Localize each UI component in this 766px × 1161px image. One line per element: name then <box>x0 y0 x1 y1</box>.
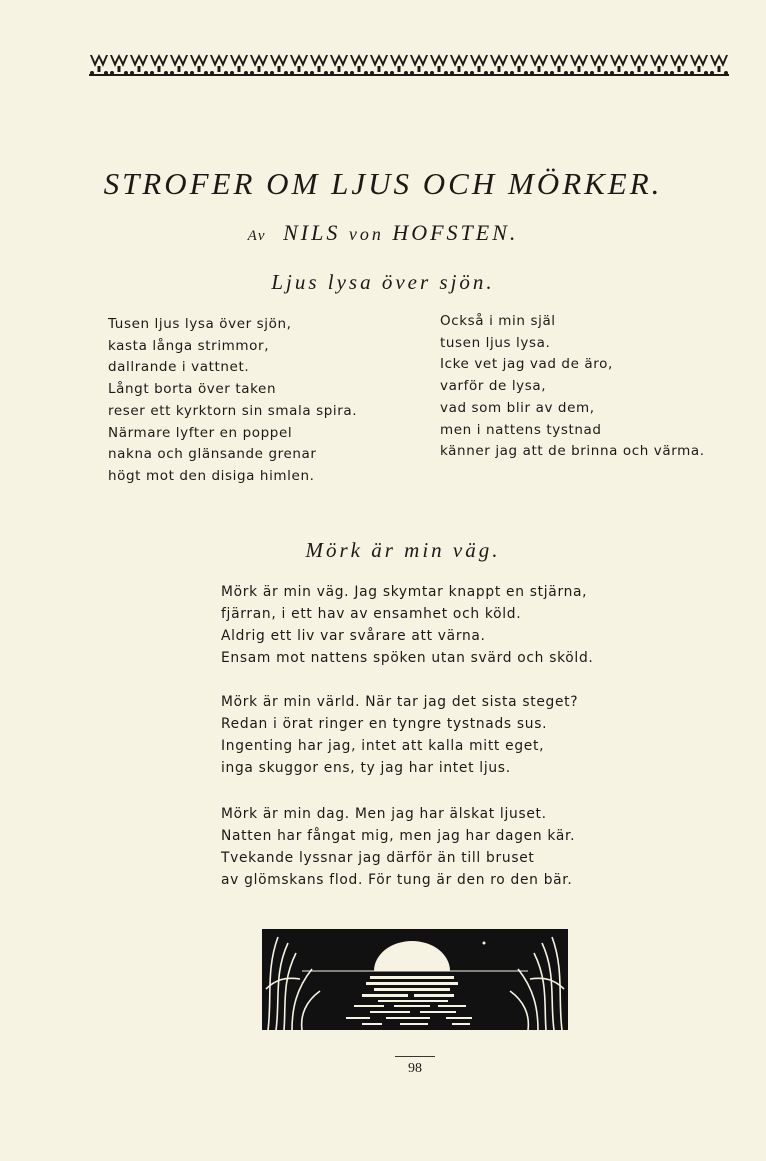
verse-line: Också i min själ <box>440 313 556 329</box>
verse-line: dallrande i vattnet. <box>108 359 250 376</box>
verse-line: högt mot den disiga himlen. <box>108 467 315 484</box>
verse-line: Mörk är min väg. Jag skymtar knappt en stjärna, <box>221 584 588 600</box>
verse-line: Närmare lyfter en poppel <box>108 424 293 441</box>
verse-line: tusen ljus lysa. <box>440 334 551 351</box>
verse-line: varför de lysa, <box>440 378 547 395</box>
verse-line: vad som blir av dem, <box>440 399 595 416</box>
verse-line: Icke vet jag vad de äro, <box>440 356 613 373</box>
verse-line: Mörk är min värld. När tar jag det sista steget? <box>221 694 579 710</box>
verse-line: känner jag att de brinna och värma. <box>440 443 705 460</box>
ornamental-border <box>89 53 729 77</box>
verse-line: Ingenting har jag, intet att kalla mitt eget, <box>221 738 545 754</box>
verse-line: Tusen ljus lysa över sjön, <box>108 316 292 332</box>
poem2-heading: Mörk är min väg. <box>305 538 501 562</box>
verse-line: Natten har fångat mig, men jag har dagen kär. <box>221 828 576 844</box>
verse-line: Ensam mot nattens spöken utan svärd och sköld. <box>221 650 594 666</box>
author-last-name: HOFSTEN. <box>392 220 519 245</box>
poem1-right-column <box>440 311 705 463</box>
verse-line: nakna och glänsande grenar <box>108 446 317 463</box>
author-byline <box>0 220 766 246</box>
verse-line: Redan i örat ringer en tyngre tystnads sus. <box>221 716 548 732</box>
byline-prefix: Av <box>247 228 267 244</box>
verse-line: men i nattens tystnad <box>440 421 602 438</box>
author-first-name: NILS <box>283 220 341 245</box>
author-particle: von <box>348 224 384 244</box>
moonrise-vignette <box>262 929 568 1030</box>
verse-line: kasta långa strimmor, <box>108 337 270 354</box>
verse-line: fjärran, i ett hav av ensamhet och köld. <box>221 606 522 622</box>
poem-title: STROFER OM LJUS OCH MÖRKER. <box>103 166 663 201</box>
verse-line: av glömskans flod. För tung är den ro den bär. <box>221 872 573 888</box>
verse-line: Tvekande lyssnar jag därför än till bruset <box>221 850 535 866</box>
verse-line: reser ett kyrktorn sin smala spira. <box>108 402 358 419</box>
verse-line: Mörk är min dag. Men jag har älskat ljuset. <box>221 806 547 822</box>
poem1-heading: Ljus lysa över sjön. <box>271 270 495 294</box>
verse-line: inga skuggor ens, ty jag har intet ljus. <box>221 760 511 776</box>
poem2-stanza-2 <box>221 691 578 779</box>
poem1-left-column <box>108 314 357 488</box>
poem2-stanza-1 <box>221 581 594 669</box>
poem2-stanza-3 <box>221 803 575 891</box>
verse-line: Aldrig ett liv var svårare att värna. <box>221 628 486 644</box>
verse-line: Långt borta över taken <box>108 381 277 398</box>
page-number: 98 <box>395 1056 435 1077</box>
